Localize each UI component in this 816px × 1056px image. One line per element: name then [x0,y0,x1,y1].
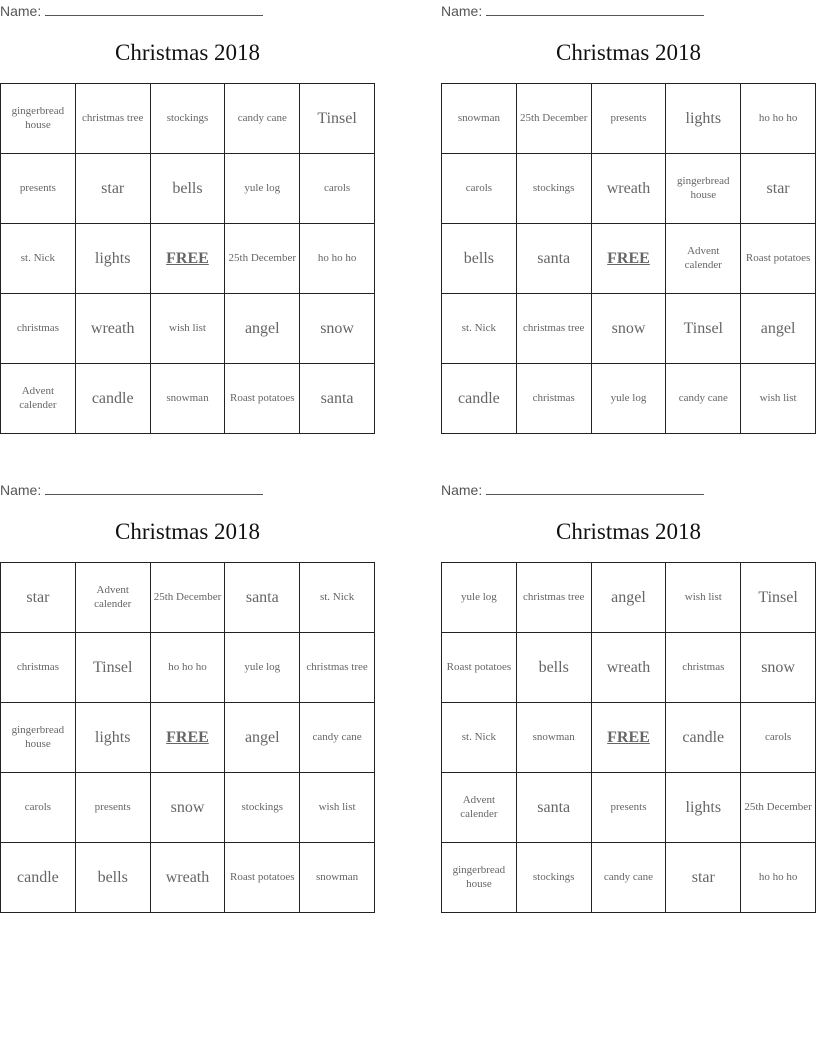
bingo-cell: christmas [1,633,76,703]
bingo-cell: yule log [442,563,517,633]
bingo-cell: st. Nick [300,563,375,633]
bingo-cell: snow [151,773,226,843]
bingo-cell: Roast potatoes [741,224,816,294]
bingo-card-3 [0,479,375,914]
bingo-cell: presents [592,773,667,843]
bingo-cell: candy cane [300,703,375,773]
card-title: Christmas 2018 [114,519,261,544]
bingo-cell: carols [300,154,375,224]
bingo-cell: 25th December [151,563,226,633]
bingo-cell: wish list [741,364,816,434]
name-field [0,2,263,19]
bingo-cell: gingerbread house [666,154,741,224]
free-space: FREE [151,703,226,773]
bingo-cell: christmas [666,633,741,703]
name-field [0,481,263,498]
free-space: FREE [592,224,667,294]
bingo-cell: lights [76,703,151,773]
bingo-cell: presents [76,773,151,843]
bingo-cell: star [76,154,151,224]
bingo-grid [441,562,816,913]
bingo-cell: candy cane [592,843,667,913]
name-label: Name: [0,3,42,19]
bingo-cell: lights [666,773,741,843]
bingo-cell: snow [592,294,667,364]
free-space: FREE [151,224,226,294]
bingo-cell: yule log [225,633,300,703]
bingo-cell: candle [76,364,151,434]
name-label: Name: [0,482,42,498]
bingo-cell: gingerbread house [1,84,76,154]
bingo-cell: carols [442,154,517,224]
card-title: Christmas 2018 [555,40,702,65]
bingo-cell: star [666,843,741,913]
bingo-cell: christmas tree [300,633,375,703]
name-input-line[interactable] [45,2,263,16]
bingo-cell: ho ho ho [741,84,816,154]
bingo-cell: 25th December [741,773,816,843]
bingo-cell: Tinsel [300,84,375,154]
free-space: FREE [592,703,667,773]
bingo-card-4 [441,479,816,914]
card-title: Christmas 2018 [114,40,261,65]
bingo-cell: stockings [517,843,592,913]
name-input-line[interactable] [486,2,704,16]
bingo-cell: wish list [300,773,375,843]
bingo-cell: 25th December [517,84,592,154]
bingo-cell: snowman [442,84,517,154]
bingo-cell: wish list [151,294,226,364]
card-title: Christmas 2018 [555,519,702,544]
bingo-cell: star [1,563,76,633]
bingo-cell: snow [300,294,375,364]
bingo-cell: wreath [76,294,151,364]
bingo-cell: christmas [517,364,592,434]
bingo-cell: gingerbread house [442,843,517,913]
name-label: Name: [441,3,483,19]
bingo-cell: snowman [151,364,226,434]
bingo-grid [0,562,375,913]
bingo-card-2 [441,0,816,435]
bingo-cell: stockings [225,773,300,843]
bingo-cell: wreath [592,154,667,224]
bingo-cell: angel [592,563,667,633]
bingo-cell: st. Nick [442,294,517,364]
bingo-cell: candy cane [225,84,300,154]
bingo-cell: Advent calender [1,364,76,434]
bingo-cell: christmas tree [517,563,592,633]
bingo-cell: christmas tree [517,294,592,364]
bingo-cell: lights [666,84,741,154]
bingo-cell: ho ho ho [741,843,816,913]
bingo-cell: Roast potatoes [442,633,517,703]
bingo-cell: santa [517,224,592,294]
bingo-cell: candle [666,703,741,773]
bingo-cell: ho ho ho [300,224,375,294]
bingo-cell: Advent calender [76,563,151,633]
bingo-cell: christmas tree [76,84,151,154]
bingo-cell: stockings [151,84,226,154]
name-input-line[interactable] [486,481,704,495]
bingo-cell: Tinsel [666,294,741,364]
bingo-cell: Tinsel [76,633,151,703]
bingo-cell: ho ho ho [151,633,226,703]
bingo-cell: candle [442,364,517,434]
bingo-cell: st. Nick [442,703,517,773]
bingo-cell: angel [741,294,816,364]
bingo-cell: stockings [517,154,592,224]
bingo-cell: santa [225,563,300,633]
bingo-grid [441,83,816,434]
bingo-cell: bells [151,154,226,224]
bingo-cell: Tinsel [741,563,816,633]
bingo-cell: candle [1,843,76,913]
bingo-cell: wreath [592,633,667,703]
bingo-cell: carols [1,773,76,843]
bingo-cell: wish list [666,563,741,633]
name-field [441,481,704,498]
bingo-cell: santa [517,773,592,843]
bingo-cell: Advent calender [442,773,517,843]
bingo-cell: snow [741,633,816,703]
bingo-cell: bells [76,843,151,913]
bingo-grid [0,83,375,434]
bingo-cell: bells [442,224,517,294]
bingo-cell: 25th December [225,224,300,294]
bingo-cell: Advent calender [666,224,741,294]
bingo-cell: bells [517,633,592,703]
bingo-cell: angel [225,703,300,773]
bingo-card-1 [0,0,375,435]
bingo-cell: presents [592,84,667,154]
bingo-cell: candy cane [666,364,741,434]
bingo-cell: Roast potatoes [225,843,300,913]
bingo-cell: santa [300,364,375,434]
bingo-cell: Roast potatoes [225,364,300,434]
bingo-cell: yule log [225,154,300,224]
bingo-cell: carols [741,703,816,773]
bingo-cell: wreath [151,843,226,913]
bingo-cell: christmas [1,294,76,364]
bingo-cell: gingerbread house [1,703,76,773]
name-input-line[interactable] [45,481,263,495]
bingo-cell: presents [1,154,76,224]
name-field [441,2,704,19]
bingo-cell: yule log [592,364,667,434]
bingo-cell: lights [76,224,151,294]
bingo-cell: snowman [517,703,592,773]
name-label: Name: [441,482,483,498]
bingo-cell: star [741,154,816,224]
bingo-cell: snowman [300,843,375,913]
bingo-cell: angel [225,294,300,364]
bingo-cell: st. Nick [1,224,76,294]
